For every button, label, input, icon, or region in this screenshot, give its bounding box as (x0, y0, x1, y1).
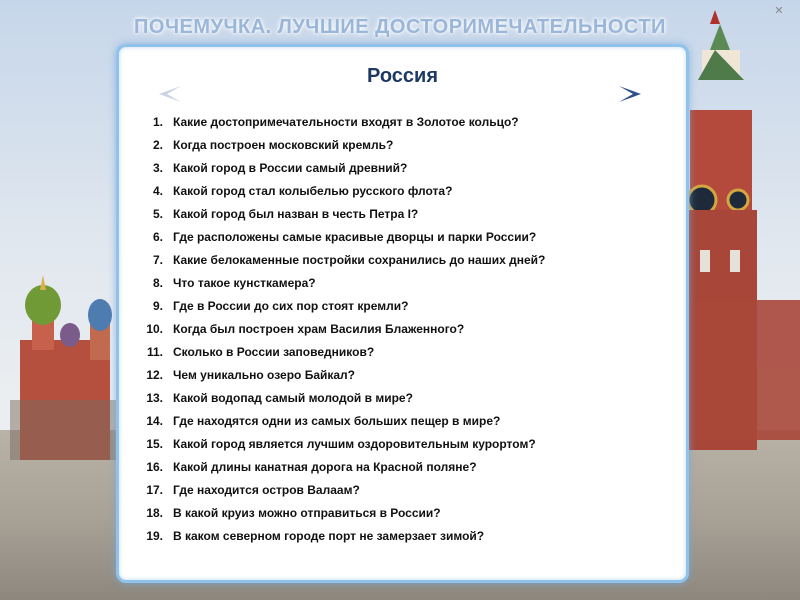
question-number: 19. (146, 529, 163, 543)
question-item[interactable] (143, 299, 663, 322)
question-item[interactable] (143, 414, 663, 437)
question-item[interactable] (143, 253, 663, 276)
arrow-left-icon (159, 86, 181, 102)
question-number: 12. (146, 368, 163, 382)
question-text[interactable]: Какой водопад самый молодой в мире? (173, 391, 413, 405)
kremlin-wall (680, 300, 800, 440)
question-text[interactable]: Когда построен московский кремль? (173, 138, 394, 152)
question-number: 16. (146, 460, 163, 474)
close-icon[interactable]: ✕ (774, 5, 784, 17)
question-item[interactable] (143, 184, 663, 207)
question-item[interactable] (143, 483, 663, 506)
question-item[interactable] (143, 460, 663, 483)
question-text[interactable]: Где находится остров Валаам? (173, 483, 360, 497)
question-text[interactable]: Чем уникально озеро Байкал? (173, 368, 356, 382)
question-item[interactable] (143, 115, 663, 138)
question-number: 2. (152, 138, 163, 152)
question-number: 7. (152, 253, 163, 267)
question-item[interactable] (143, 391, 663, 414)
question-number: 4. (152, 184, 163, 198)
question-text[interactable]: Какой город стал колыбелью русского флота? (173, 184, 453, 198)
question-text[interactable]: Какой город является лучшим оздоровительным курортом? (173, 437, 536, 451)
question-item[interactable] (143, 230, 663, 253)
question-text[interactable]: Что такое кунсткамера? (173, 276, 316, 290)
question-item[interactable] (143, 322, 663, 345)
question-number: 11. (146, 345, 163, 359)
question-text[interactable]: Где находятся одни из самых больших пещер в мире? (173, 414, 501, 428)
question-item[interactable] (143, 138, 663, 161)
next-page-button[interactable] (617, 83, 645, 105)
question-text[interactable]: Какой город был назван в честь Петра I? (173, 207, 419, 221)
cathedral-illustration (10, 250, 120, 460)
app-title: ПОЧЕМУЧКА. ЛУЧШИЕ ДОСТОРИМЕЧАТЕЛЬНОСТИ (134, 16, 666, 38)
question-text[interactable]: В какой круиз можно отправиться в России? (173, 506, 441, 520)
question-number: 5. (152, 207, 163, 221)
question-text[interactable]: Какие достопримечательности входят в Золотое кольцо? (173, 115, 519, 129)
page-title: Россия (366, 65, 438, 87)
question-number: 8. (152, 276, 163, 290)
question-item[interactable] (143, 161, 663, 184)
question-item[interactable] (143, 437, 663, 460)
question-text[interactable]: В каком северном городе порт не замерзает зимой? (173, 529, 485, 543)
question-number: 18. (146, 506, 163, 520)
question-text[interactable]: Какой город в России самый древний? (173, 161, 408, 175)
question-item[interactable] (143, 345, 663, 368)
question-list (143, 115, 663, 552)
question-item[interactable] (143, 207, 663, 230)
question-text[interactable]: Сколько в России заповедников? (173, 345, 375, 359)
content-panel (116, 44, 689, 583)
question-item[interactable] (143, 276, 663, 299)
question-text[interactable]: Какой длины канатная дорога на Красной поляне? (173, 460, 477, 474)
question-number: 10. (146, 322, 163, 336)
question-item[interactable] (143, 368, 663, 391)
question-number: 3. (152, 161, 163, 175)
question-text[interactable]: Какие белокаменные постройки сохранились до наших дней? (173, 253, 546, 267)
question-number: 14. (146, 414, 163, 428)
question-number: 17. (146, 483, 163, 497)
question-text[interactable]: Где в России до сих пор стоят кремли? (173, 299, 409, 313)
question-item[interactable] (143, 506, 663, 529)
question-number: 13. (146, 391, 163, 405)
question-number: 6. (152, 230, 163, 244)
question-number: 9. (152, 299, 163, 313)
arrow-right-icon (619, 86, 641, 102)
question-number: 15. (146, 437, 163, 451)
question-text[interactable]: Когда был построен храм Василия Блаженного? (173, 322, 465, 336)
question-item[interactable] (143, 529, 663, 552)
question-number: 1. (152, 115, 163, 129)
question-text[interactable]: Где расположены самые красивые дворцы и парки России? (173, 230, 537, 244)
